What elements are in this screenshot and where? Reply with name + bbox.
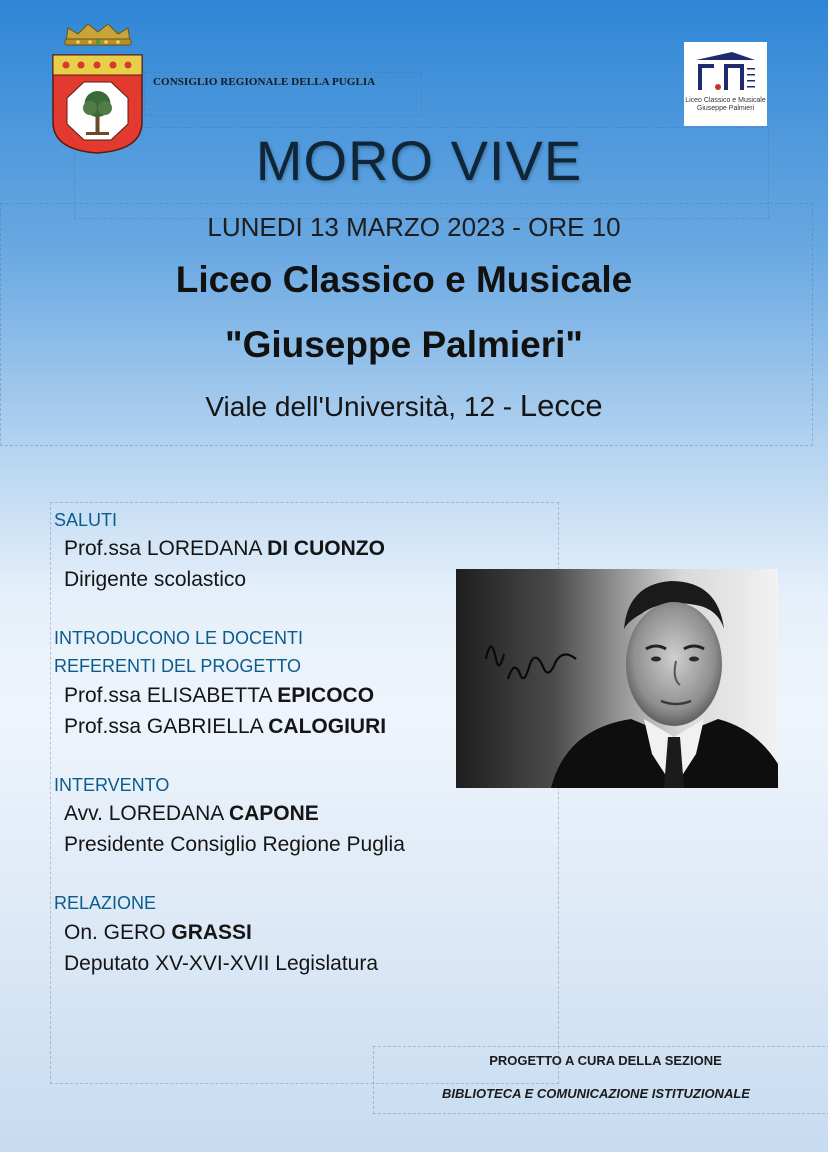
portrait-image: [456, 569, 778, 788]
intervento-name-prefix: Avv. LOREDANA: [64, 802, 229, 825]
footer-section: BIBLIOTECA E COMUNICAZIONE ISTITUZIONALE: [442, 1086, 750, 1101]
intervento-name-bold: CAPONE: [228, 802, 319, 825]
saluti-name-prefix: Prof.ssa LOREDANA: [64, 537, 268, 560]
intervento-heading: INTERVENTO: [54, 775, 170, 795]
school-name-line1: Liceo Classico e Musicale: [175, 259, 633, 300]
address-street: Viale dell'Università, 12 -: [205, 391, 520, 422]
portrait-photo: [456, 569, 778, 788]
council-name: CONSIGLIO REGIONALE DELLA PUGLIA: [153, 76, 376, 88]
event-address: [0, 388, 808, 424]
relazione-name: [64, 921, 252, 945]
relazione-name-bold: GRASSI: [171, 921, 252, 944]
introducono-heading-2: REFERENTI DEL PROGETTO: [54, 656, 302, 676]
school-logo-label-1: Liceo Classico e Musicale: [685, 97, 766, 104]
saluti-name: [64, 537, 385, 561]
docente-1-bold: EPICOCO: [277, 684, 375, 707]
school-logo: [684, 42, 767, 126]
address-city: Lecce: [519, 388, 603, 423]
docente-2-prefix: Prof.ssa GABRIELLA: [64, 715, 269, 738]
crown-icon: [62, 20, 134, 46]
school-logo-label-2: Giuseppe Palmieri: [696, 105, 755, 112]
relazione-heading: RELAZIONE: [54, 893, 157, 913]
docente-1: [64, 684, 374, 708]
relazione-name-prefix: On. GERO: [64, 921, 172, 944]
docente-2-bold: CALOGIURI: [268, 715, 387, 738]
saluti-heading: SALUTI: [54, 510, 118, 530]
event-date: LUNEDI 13 MARZO 2023 - ORE 10: [207, 212, 621, 242]
introducono-heading-1: INTRODUCONO LE DOCENTI: [54, 628, 304, 648]
school-logo-icon: [692, 50, 759, 92]
event-title: MORO VIVE: [255, 129, 583, 192]
saluti-role: Dirigente scolastico: [64, 568, 247, 591]
footer-project: PROGETTO A CURA DELLA SEZIONE: [489, 1053, 722, 1068]
docente-1-prefix: Prof.ssa ELISABETTA: [64, 684, 278, 707]
saluti-name-bold: DI CUONZO: [267, 537, 385, 560]
school-name-line2: "Giuseppe Palmieri": [225, 324, 583, 365]
relazione-role: Deputato XV-XVI-XVII Legislatura: [64, 952, 379, 975]
docente-2: [64, 715, 386, 739]
intervento-name: [64, 802, 319, 826]
intervento-role: Presidente Consiglio Regione Puglia: [64, 833, 405, 856]
